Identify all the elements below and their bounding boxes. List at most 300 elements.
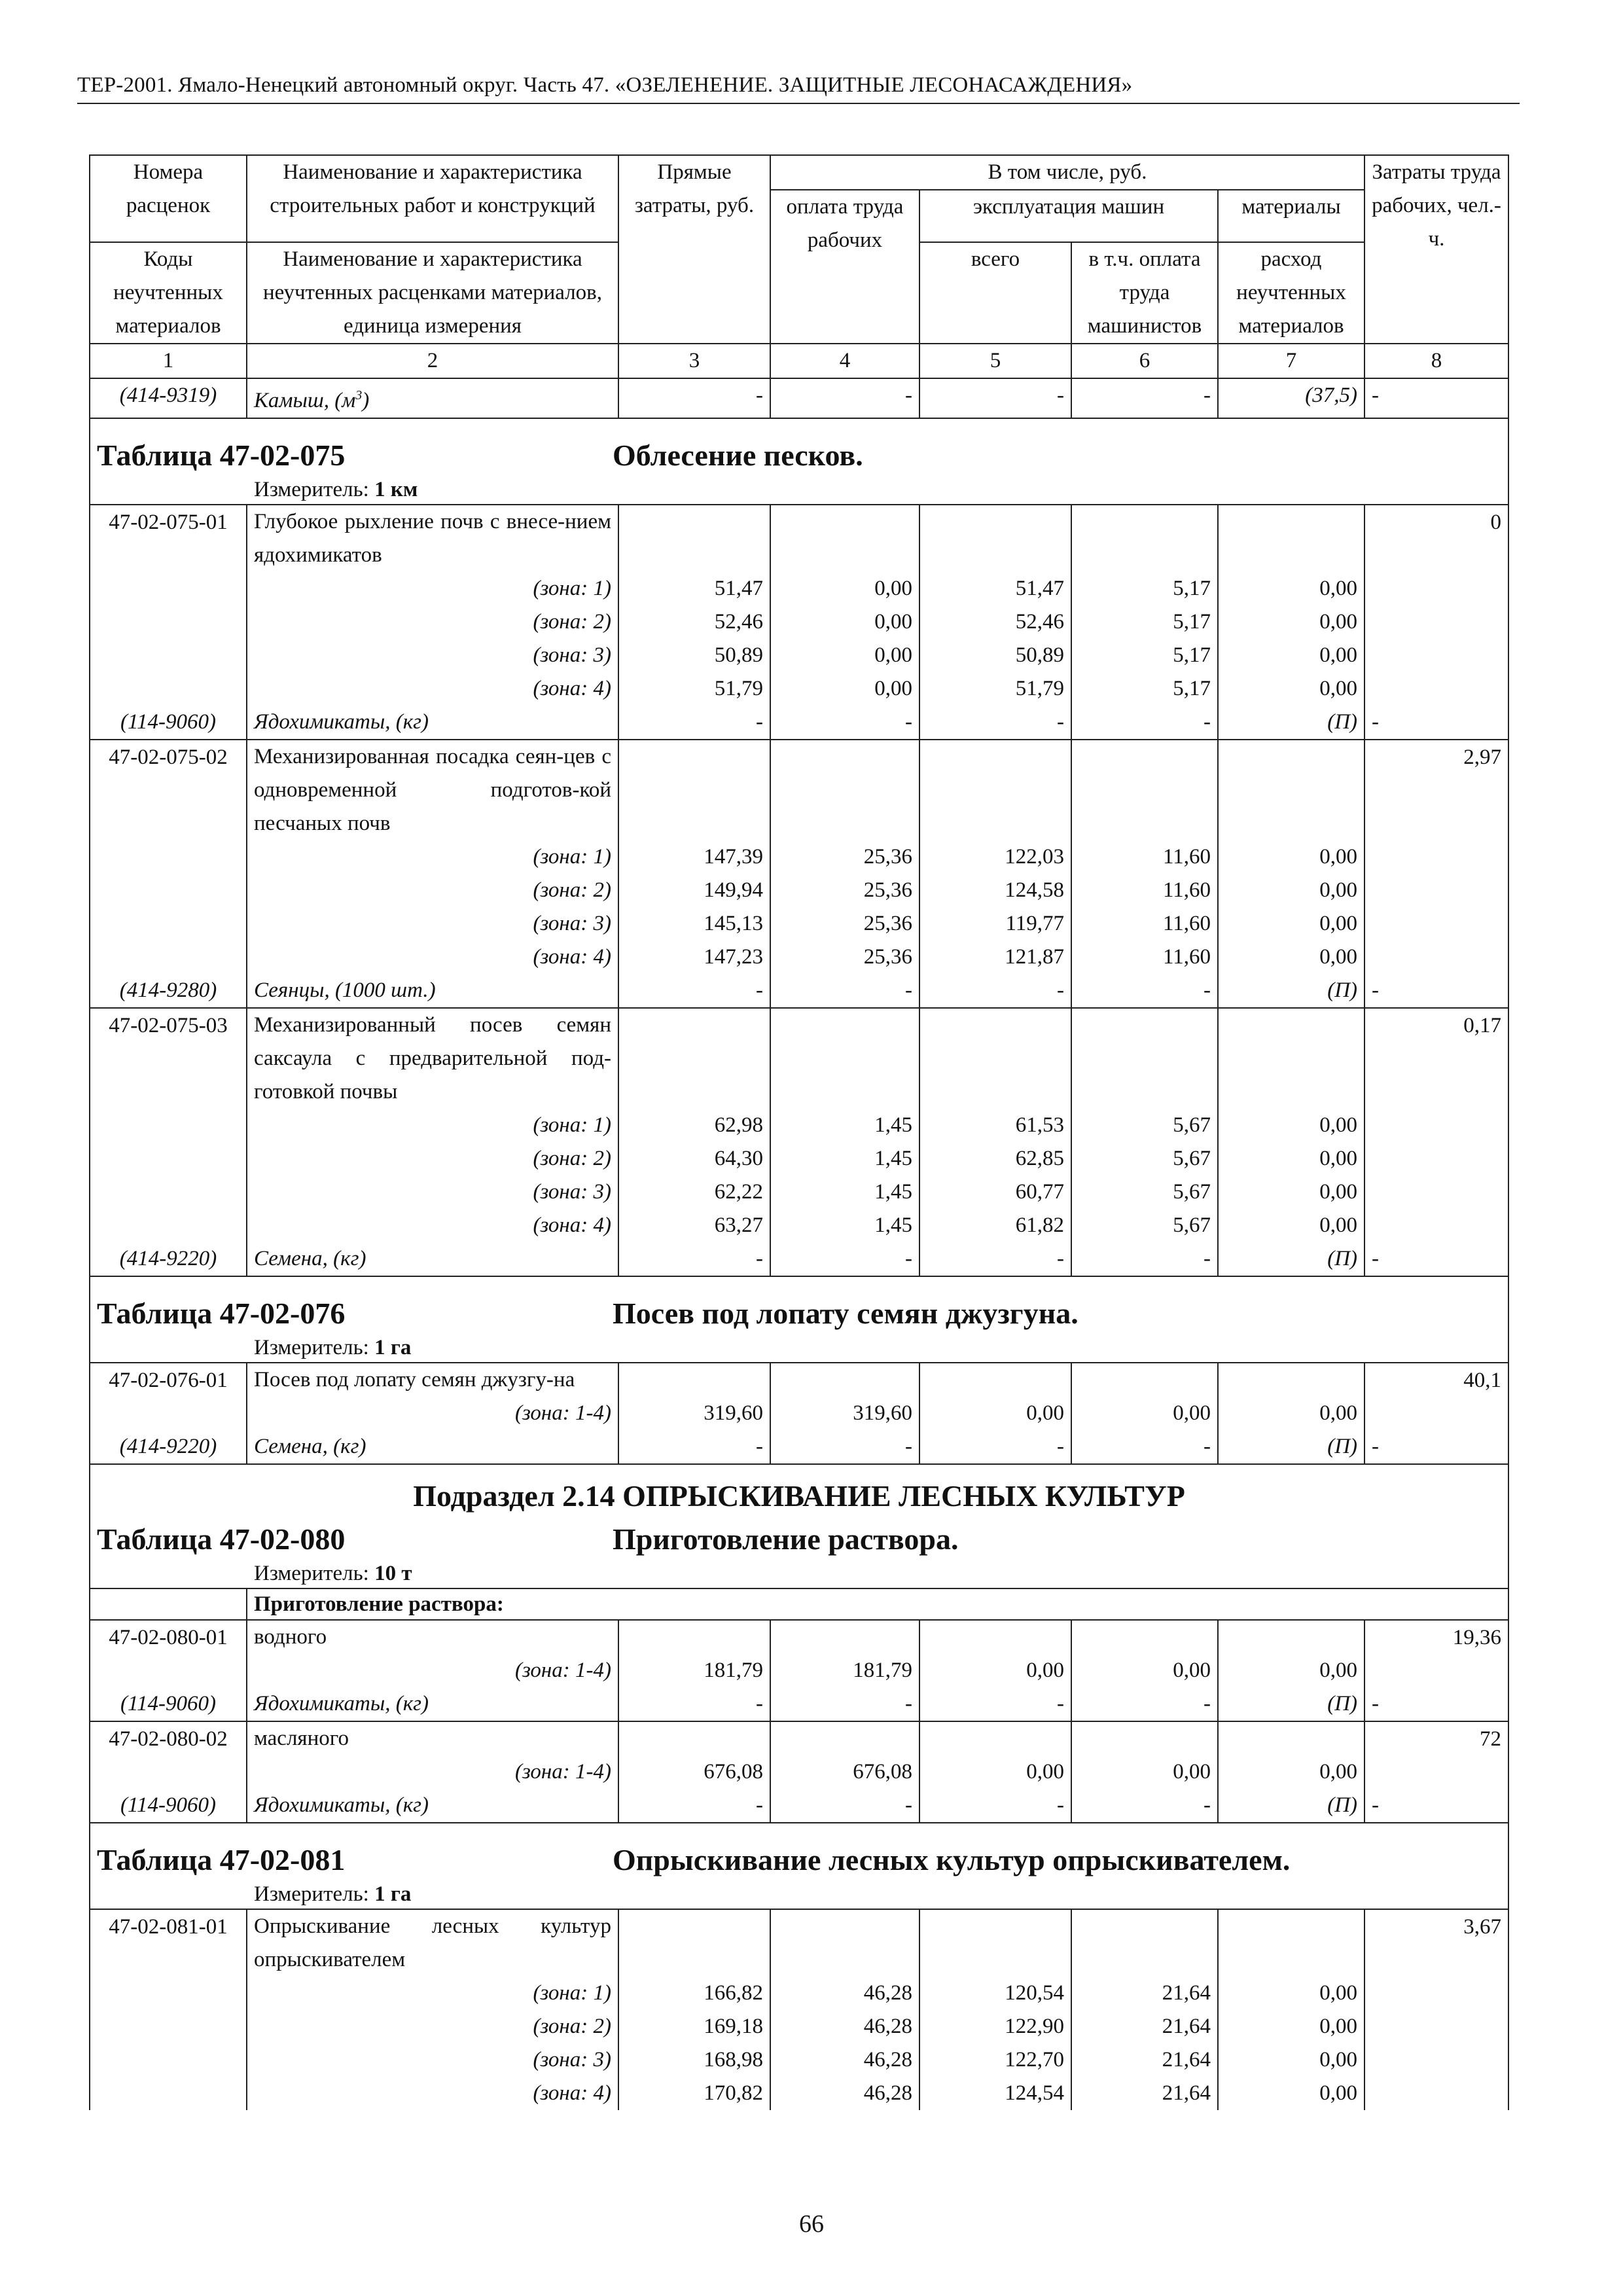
empty-cell: [90, 941, 247, 974]
empty-cell: [90, 672, 247, 706]
empty-cell: [1218, 1008, 1364, 1109]
dash: -: [1071, 706, 1218, 740]
empty-cell: [1218, 1620, 1364, 1654]
material-name: Сеянцы, (1000 шт.): [247, 974, 618, 1008]
dash: -: [1364, 378, 1508, 418]
zone-row: [90, 1654, 1508, 1687]
zone-label: (зона: 2): [247, 1142, 618, 1175]
table-title-row: [90, 418, 1508, 505]
material-name: Камыш, $(м^3)$: [247, 378, 618, 418]
col-num: 1: [90, 344, 247, 378]
col-head-direct: Прямые затраты, руб.: [618, 155, 770, 344]
col-head-incl-pay: в т.ч. оплата труда машинистов: [1071, 242, 1218, 344]
subsection-title: Подраздел 2.14 ОПРЫСКИВАНИЕ ЛЕСНЫХ КУЛЬТУР: [413, 1479, 1185, 1513]
zone-value: 0,00: [1218, 1755, 1364, 1789]
zone-label: (зона: 1-4): [247, 1654, 618, 1687]
zone-value: 0,00: [770, 572, 919, 605]
zone-value: 51,79: [618, 672, 770, 706]
rate-name: Посев под лопату семян джузгу-на: [247, 1363, 618, 1397]
zone-value: 62,85: [919, 1142, 1071, 1175]
empty-cell: [90, 840, 247, 874]
empty-cell: [919, 1620, 1071, 1654]
zone-value: 11,60: [1071, 840, 1218, 874]
zone-value: 0,00: [770, 672, 919, 706]
rate-name: водного: [247, 1620, 618, 1654]
zone-value: 5,17: [1071, 672, 1218, 706]
zone-value: 1,45: [770, 1142, 919, 1175]
zone-row: [90, 2010, 1508, 2043]
empty-cell: [90, 1175, 247, 1209]
zone-value: 0,00: [1218, 639, 1364, 672]
zone-value: 1,45: [770, 1175, 919, 1209]
zone-label: (зона: 4): [247, 1209, 618, 1242]
measure: [97, 1880, 1501, 1909]
material-row: [90, 1242, 1508, 1276]
zone-value: 51,47: [618, 572, 770, 605]
zone-value: 62,98: [618, 1109, 770, 1142]
empty-cell: [919, 1721, 1071, 1755]
rate-code: 47-02-076-01: [90, 1363, 247, 1397]
material-row: [90, 378, 1508, 418]
empty-cell: [618, 1363, 770, 1397]
zone-value: 64,30: [618, 1142, 770, 1175]
col-num: 2: [247, 344, 618, 378]
zone-value: 0,00: [1218, 2043, 1364, 2077]
labor-cost: 19,36: [1364, 1620, 1508, 1654]
empty-cell: [1218, 1721, 1364, 1755]
empty-cell: [770, 1363, 919, 1397]
zone-value: 0,00: [1218, 1109, 1364, 1142]
zone-label: (зона: 1): [247, 1109, 618, 1142]
dash: -: [919, 378, 1071, 418]
dash: -: [919, 706, 1071, 740]
dash: -: [770, 974, 919, 1008]
col-num: 7: [1218, 344, 1364, 378]
col-head-total: всего: [919, 242, 1071, 344]
zone-value: 181,79: [618, 1654, 770, 1687]
dash: -: [770, 378, 919, 418]
empty-cell: [618, 740, 770, 840]
table-title-row: [90, 1276, 1508, 1363]
zone-label: (зона: 2): [247, 874, 618, 907]
zone-row: [90, 1397, 1508, 1430]
empty-cell: [770, 1721, 919, 1755]
empty-cell: [1364, 605, 1508, 639]
empty-cell: [90, 1142, 247, 1175]
zone-label: (зона: 3): [247, 907, 618, 941]
col-head-mat-use: расход неучтенных материалов: [1218, 242, 1364, 344]
material-use: (П): [1218, 1789, 1364, 1823]
measure: [97, 1333, 1501, 1362]
measure-value: 1 км: [374, 478, 418, 501]
zone-value: 1,45: [770, 1109, 919, 1142]
material-code: (414-9220): [90, 1242, 247, 1276]
col-head-materials: материалы: [1218, 190, 1364, 242]
material-name: Ядохимикаты, (кг): [247, 1789, 618, 1823]
material-row: [90, 706, 1508, 740]
zone-value: 0,00: [1218, 1397, 1364, 1430]
dash: -: [1071, 378, 1218, 418]
empty-cell: [770, 1909, 919, 1977]
zone-label: (зона: 4): [247, 941, 618, 974]
empty-cell: [1364, 2043, 1508, 2077]
zone-row: [90, 941, 1508, 974]
page-header: ТЕР-2001. Ямало-Ненецкий автономный округ. Часть 47. «ОЗЕЛЕНЕНИЕ. ЗАЩИТНЫЕ ЛЕСОНАСАЖДЕНИЯ»: [77, 73, 1520, 104]
dash: -: [1364, 1242, 1508, 1276]
group-row: [90, 1588, 1508, 1620]
material-code: (114-9060): [90, 706, 247, 740]
empty-cell: [90, 639, 247, 672]
zone-value: 147,23: [618, 941, 770, 974]
zone-value: 50,89: [618, 639, 770, 672]
empty-cell: [618, 505, 770, 572]
page-number: 66: [799, 2210, 824, 2238]
zone-value: 676,08: [618, 1755, 770, 1789]
col-head-incl: В том числе, руб.: [770, 155, 1364, 190]
zone-value: 46,28: [770, 1977, 919, 2010]
empty-cell: [90, 1654, 247, 1687]
empty-cell: [90, 572, 247, 605]
empty-cell: [1071, 1008, 1218, 1109]
table-number: Таблица 47-02-080: [97, 1522, 346, 1556]
zone-value: 119,77: [919, 907, 1071, 941]
empty-cell: [90, 1397, 247, 1430]
zone-value: 0,00: [1218, 572, 1364, 605]
material-use: (П): [1218, 1242, 1364, 1276]
zone-value: 46,28: [770, 2010, 919, 2043]
zone-value: 11,60: [1071, 874, 1218, 907]
table-title-row: [90, 1516, 1508, 1588]
rate-code: 47-02-075-03: [90, 1008, 247, 1109]
zone-row: [90, 1109, 1508, 1142]
empty-cell: [1364, 840, 1508, 874]
dash: -: [919, 1430, 1071, 1464]
zone-value: 25,36: [770, 941, 919, 974]
empty-cell: [1364, 672, 1508, 706]
empty-cell: [90, 1109, 247, 1142]
table-title: [90, 1516, 1508, 1588]
dash: -: [618, 1789, 770, 1823]
table-name: Посев под лопату семян джузгуна.: [613, 1297, 1079, 1330]
dash: -: [1364, 974, 1508, 1008]
dash: -: [618, 1242, 770, 1276]
zone-value: 168,98: [618, 2043, 770, 2077]
table-number: Таблица 47-02-076: [97, 1297, 346, 1330]
empty-cell: [1364, 572, 1508, 605]
zone-row: [90, 874, 1508, 907]
rate-row: [90, 1620, 1508, 1654]
measure: [97, 1559, 1501, 1588]
empty-cell: [919, 1909, 1071, 1977]
material-code: (414-9319): [90, 378, 247, 418]
zone-value: 0,00: [1218, 605, 1364, 639]
zone-row: [90, 2077, 1508, 2110]
zone-value: 0,00: [1218, 941, 1364, 974]
zone-label: (зона: 3): [247, 639, 618, 672]
zone-value: 5,67: [1071, 1142, 1218, 1175]
rate-name: Опрыскивание лесных культур опрыскивателем: [247, 1909, 618, 1977]
subsection-cell: [90, 1464, 1508, 1516]
empty-cell: [1364, 1755, 1508, 1789]
empty-cell: [618, 1008, 770, 1109]
price-table: [89, 154, 1509, 2110]
rate-name: Механизированная посадка сеян-цев с одновременной подготов-кой песчаных почв: [247, 740, 618, 840]
zone-value: 120,54: [919, 1977, 1071, 2010]
table-name: Опрыскивание лесных культур опрыскивателем.: [613, 1843, 1291, 1876]
zone-value: 21,64: [1071, 2077, 1218, 2110]
empty-cell: [90, 605, 247, 639]
zone-value: 0,00: [1218, 907, 1364, 941]
dash: -: [770, 706, 919, 740]
zone-value: 21,64: [1071, 2010, 1218, 2043]
col-num: 5: [919, 344, 1071, 378]
empty-cell: [1218, 740, 1364, 840]
material-name: Ядохимикаты, (кг): [247, 1687, 618, 1721]
labor-cost: 2,97: [1364, 740, 1508, 840]
zone-value: 25,36: [770, 874, 919, 907]
zone-label: (зона: 3): [247, 1175, 618, 1209]
dash: -: [1071, 1687, 1218, 1721]
zone-row: [90, 572, 1508, 605]
dash: -: [1071, 974, 1218, 1008]
zone-value: 147,39: [618, 840, 770, 874]
rate-code: 47-02-080-01: [90, 1620, 247, 1654]
empty-cell: [90, 2010, 247, 2043]
zone-value: 0,00: [770, 605, 919, 639]
dash: -: [770, 1789, 919, 1823]
zone-value: 122,03: [919, 840, 1071, 874]
material-name: Ядохимикаты, (кг): [247, 706, 618, 740]
empty-cell: [90, 1588, 247, 1620]
dash: -: [919, 1789, 1071, 1823]
zone-value: 170,82: [618, 2077, 770, 2110]
empty-cell: [770, 505, 919, 572]
empty-cell: [1364, 639, 1508, 672]
zone-value: 60,77: [919, 1175, 1071, 1209]
empty-cell: [1071, 1721, 1218, 1755]
table-number: Таблица 47-02-075: [97, 439, 346, 472]
zone-value: 11,60: [1071, 941, 1218, 974]
material-name: Семена, (кг): [247, 1242, 618, 1276]
col-num: 4: [770, 344, 919, 378]
measure-label: Измеритель:: [254, 1336, 369, 1359]
dash: -: [770, 1242, 919, 1276]
dash: -: [1071, 1430, 1218, 1464]
zone-row: [90, 1142, 1508, 1175]
dash: -: [1364, 1789, 1508, 1823]
zone-label: (зона: 1): [247, 840, 618, 874]
empty-cell: [90, 1755, 247, 1789]
col-head-name: Наименование и характеристика строительных работ и конструкций: [247, 155, 618, 242]
empty-cell: [1364, 1109, 1508, 1142]
empty-cell: [770, 1620, 919, 1654]
col-head-labor-pay: оплата труда рабочих: [770, 190, 919, 344]
table-name: Облесение песков.: [613, 439, 863, 472]
dash: -: [618, 974, 770, 1008]
zone-value: 169,18: [618, 2010, 770, 2043]
zone-value: 0,00: [1218, 2010, 1364, 2043]
material-use: (П): [1218, 974, 1364, 1008]
col-head-labor-cost: Затраты труда рабочих, чел.-ч.: [1364, 155, 1508, 344]
dash: -: [618, 1687, 770, 1721]
zone-value: 0,00: [1071, 1397, 1218, 1430]
zone-value: 0,00: [919, 1755, 1071, 1789]
empty-cell: [90, 874, 247, 907]
dash: -: [1071, 1789, 1218, 1823]
empty-cell: [1364, 2077, 1508, 2110]
zone-value: 0,00: [1218, 840, 1364, 874]
zone-value: 5,17: [1071, 639, 1218, 672]
zone-value: 5,67: [1071, 1109, 1218, 1142]
material-use: (П): [1218, 1430, 1364, 1464]
zone-value: 0,00: [1218, 672, 1364, 706]
material-code: (114-9060): [90, 1789, 247, 1823]
table-name: Приготовление раствора.: [613, 1522, 959, 1556]
zone-value: 11,60: [1071, 907, 1218, 941]
zone-value: 121,87: [919, 941, 1071, 974]
zone-value: 0,00: [1218, 1175, 1364, 1209]
empty-cell: [1071, 505, 1218, 572]
zone-label: (зона: 1-4): [247, 1397, 618, 1430]
material-code: (414-9220): [90, 1430, 247, 1464]
material-use: (П): [1218, 1687, 1364, 1721]
zone-label: (зона: 1): [247, 572, 618, 605]
zone-value: 0,00: [919, 1397, 1071, 1430]
rate-row: [90, 740, 1508, 840]
empty-cell: [1364, 1142, 1508, 1175]
measure-label: Измеритель:: [254, 1562, 369, 1585]
rate-row: [90, 1909, 1508, 1977]
empty-cell: [919, 1363, 1071, 1397]
material-row: [90, 974, 1508, 1008]
empty-cell: [618, 1909, 770, 1977]
col-head-name-materials: Наименование и характеристика неучтенных расценками материалов, единица измерения: [247, 242, 618, 344]
dash: -: [618, 1430, 770, 1464]
zone-value: 61,82: [919, 1209, 1071, 1242]
zone-row: [90, 605, 1508, 639]
dash: -: [919, 1687, 1071, 1721]
empty-cell: [770, 1008, 919, 1109]
zone-value: 5,67: [1071, 1209, 1218, 1242]
empty-cell: [1218, 505, 1364, 572]
material-row: [90, 1789, 1508, 1823]
zone-value: 0,00: [1218, 1209, 1364, 1242]
col-num: 8: [1364, 344, 1508, 378]
zone-label: (зона: 3): [247, 2043, 618, 2077]
dash: -: [919, 1242, 1071, 1276]
group-label: Приготовление раствора:: [247, 1588, 1508, 1620]
zone-value: 181,79: [770, 1654, 919, 1687]
dash: -: [770, 1430, 919, 1464]
zone-label: (зона: 4): [247, 672, 618, 706]
material-code: (414-9280): [90, 974, 247, 1008]
zone-row: [90, 639, 1508, 672]
material-code: (114-9060): [90, 1687, 247, 1721]
zone-row: [90, 1175, 1508, 1209]
col-num: 3: [618, 344, 770, 378]
zone-value: 46,28: [770, 2077, 919, 2110]
labor-cost: 3,67: [1364, 1909, 1508, 1977]
zone-label: (зона: 1-4): [247, 1755, 618, 1789]
empty-cell: [1071, 1363, 1218, 1397]
zone-row: [90, 907, 1508, 941]
zone-value: 122,90: [919, 2010, 1071, 2043]
empty-cell: [1218, 1363, 1364, 1397]
rate-code: 47-02-075-02: [90, 740, 247, 840]
zone-value: 319,60: [618, 1397, 770, 1430]
zone-value: 0,00: [1071, 1654, 1218, 1687]
zone-value: 52,46: [919, 605, 1071, 639]
zone-value: 21,64: [1071, 1977, 1218, 2010]
labor-cost: 0: [1364, 505, 1508, 572]
empty-cell: [1071, 740, 1218, 840]
zone-row: [90, 672, 1508, 706]
zone-value: 0,00: [1218, 1977, 1364, 2010]
rate-row: [90, 1008, 1508, 1109]
table-number: Таблица 47-02-081: [97, 1843, 346, 1876]
material-use: (37,5): [1218, 378, 1364, 418]
zone-value: 149,94: [618, 874, 770, 907]
empty-cell: [770, 740, 919, 840]
dash: -: [919, 974, 1071, 1008]
empty-cell: [1364, 1977, 1508, 2010]
empty-cell: [1364, 1397, 1508, 1430]
zone-value: 46,28: [770, 2043, 919, 2077]
dash: -: [618, 706, 770, 740]
table-title: [90, 1276, 1508, 1363]
zone-value: 166,82: [618, 1977, 770, 2010]
material-use: (П): [1218, 706, 1364, 740]
zone-value: 51,79: [919, 672, 1071, 706]
measure-label: Измеритель:: [254, 478, 369, 501]
empty-cell: [90, 907, 247, 941]
zone-value: 51,47: [919, 572, 1071, 605]
col-head-codes-materials: Коды неучтенных материалов: [90, 242, 247, 344]
labor-cost: 72: [1364, 1721, 1508, 1755]
empty-cell: [919, 505, 1071, 572]
rate-row: [90, 505, 1508, 572]
zone-value: 25,36: [770, 840, 919, 874]
rate-name: Глубокое рыхление почв с внесе-нием ядохимикатов: [247, 505, 618, 572]
empty-cell: [618, 1721, 770, 1755]
empty-cell: [1218, 1909, 1364, 1977]
empty-cell: [1364, 1175, 1508, 1209]
dash: -: [1364, 1430, 1508, 1464]
empty-cell: [1364, 1654, 1508, 1687]
empty-cell: [1364, 941, 1508, 974]
measure-value: 1 га: [374, 1336, 412, 1359]
labor-cost: 0,17: [1364, 1008, 1508, 1109]
zone-value: 124,54: [919, 2077, 1071, 2110]
rate-code: 47-02-080-02: [90, 1721, 247, 1755]
material-row: [90, 1687, 1508, 1721]
rate-name: Механизированный посев семян саксаула с предварительной под-готовкой почвы: [247, 1008, 618, 1109]
zone-row: [90, 1977, 1508, 2010]
zone-value: 52,46: [618, 605, 770, 639]
col-head-codes: Номера расценок: [90, 155, 247, 242]
empty-cell: [90, 1977, 247, 2010]
rate-code: 47-02-081-01: [90, 1909, 247, 1977]
subsection-row: [90, 1464, 1508, 1516]
zone-value: 0,00: [1218, 2077, 1364, 2110]
empty-cell: [1364, 907, 1508, 941]
empty-cell: [1071, 1909, 1218, 1977]
dash: -: [770, 1687, 919, 1721]
empty-cell: [618, 1620, 770, 1654]
col-num: 6: [1071, 344, 1218, 378]
rate-row: [90, 1721, 1508, 1755]
table-title: [90, 418, 1508, 505]
